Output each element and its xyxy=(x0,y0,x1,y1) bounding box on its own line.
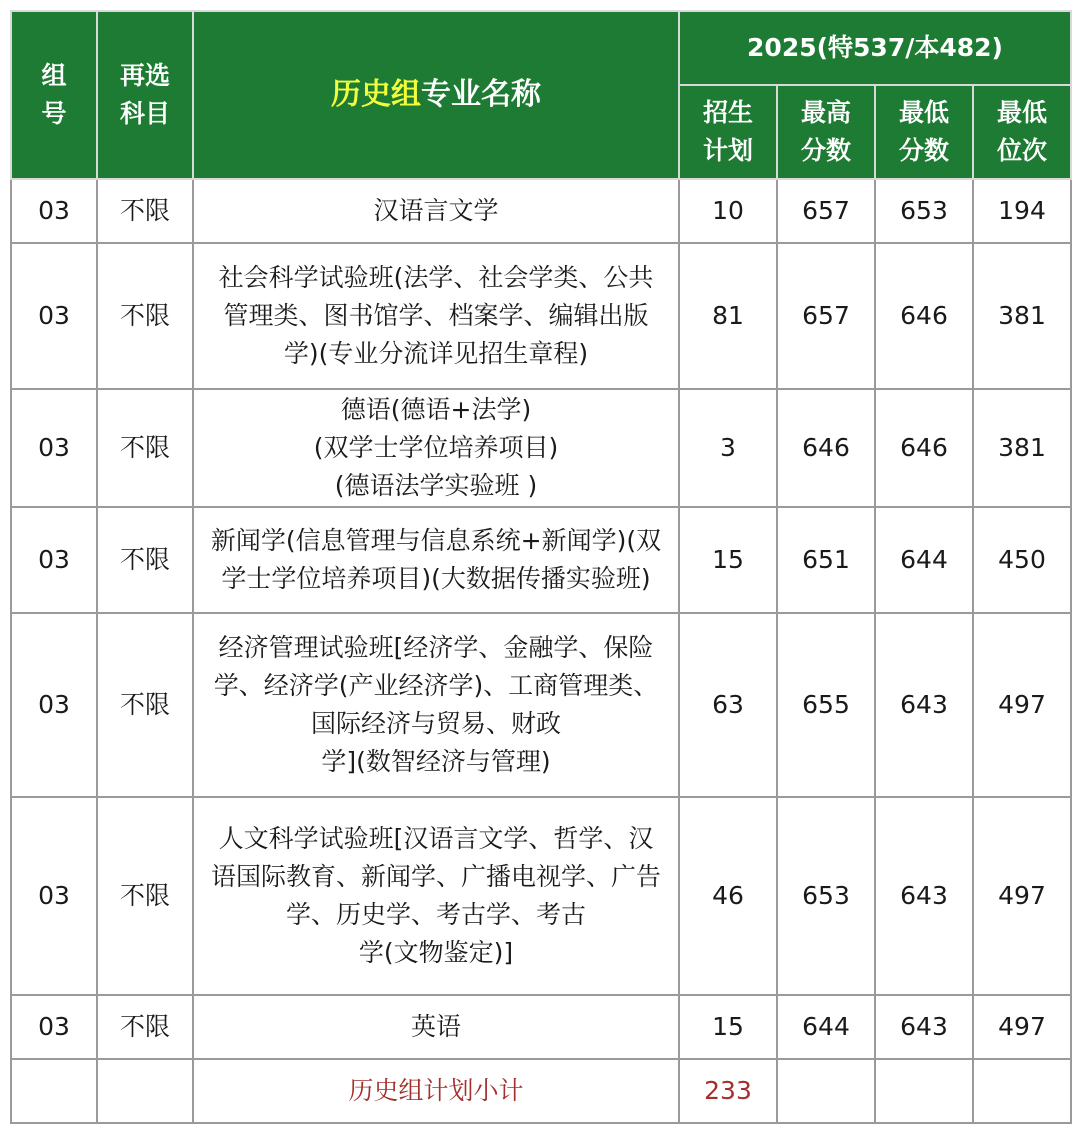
table-row xyxy=(11,995,1071,1059)
subtotal-label: 历史组计划小计 xyxy=(193,1059,679,1123)
cell-empty xyxy=(875,1059,973,1123)
cell-major: 新闻学(信息管理与信息系统+新闻学)(双 学士学位培养项目)(大数据传播实验班) xyxy=(193,507,679,613)
header-reselect-subject: 再选 科目 xyxy=(97,11,193,179)
admissions-table xyxy=(10,10,1072,1124)
cell-min-rank: 497 xyxy=(973,613,1071,797)
cell-max-score: 655 xyxy=(777,613,875,797)
cell-empty xyxy=(777,1059,875,1123)
cell-max-score: 644 xyxy=(777,995,875,1059)
cell-max-score: 657 xyxy=(777,243,875,389)
cell-max-score: 651 xyxy=(777,507,875,613)
cell-subject: 不限 xyxy=(97,995,193,1059)
cell-max-score: 646 xyxy=(777,389,875,507)
table-row xyxy=(11,179,1071,243)
cell-plan: 63 xyxy=(679,613,777,797)
cell-major: 社会科学试验班(法学、社会学类、公共 管理类、图书馆学、档案学、编辑出版 学)(专业分流详见招生章程) xyxy=(193,243,679,389)
cell-min-rank: 450 xyxy=(973,507,1071,613)
table-body xyxy=(11,179,1071,1123)
header-min-score: 最低 分数 xyxy=(875,85,973,179)
header-major-name-text: 专业名称 xyxy=(421,77,541,112)
cell-plan: 46 xyxy=(679,797,777,995)
cell-subject: 不限 xyxy=(97,507,193,613)
cell-min-rank: 497 xyxy=(973,797,1071,995)
cell-min-score: 646 xyxy=(875,243,973,389)
cell-group: 03 xyxy=(11,389,97,507)
cell-subject: 不限 xyxy=(97,179,193,243)
cell-plan: 81 xyxy=(679,243,777,389)
cell-subject: 不限 xyxy=(97,243,193,389)
header-highlight: 历史组 xyxy=(331,77,421,112)
table-row xyxy=(11,797,1071,995)
cell-plan: 3 xyxy=(679,389,777,507)
table-row xyxy=(11,389,1071,507)
cell-group: 03 xyxy=(11,613,97,797)
cell-min-score: 644 xyxy=(875,507,973,613)
cell-plan: 10 xyxy=(679,179,777,243)
table-header xyxy=(11,11,1071,179)
header-plan: 招生 计划 xyxy=(679,85,777,179)
cell-max-score: 653 xyxy=(777,797,875,995)
cell-subject: 不限 xyxy=(97,613,193,797)
table-row xyxy=(11,243,1071,389)
cell-empty xyxy=(97,1059,193,1123)
table-row xyxy=(11,507,1071,613)
cell-group: 03 xyxy=(11,243,97,389)
cell-min-rank: 194 xyxy=(973,179,1071,243)
cell-group: 03 xyxy=(11,179,97,243)
header-min-rank: 最低 位次 xyxy=(973,85,1071,179)
cell-plan: 15 xyxy=(679,507,777,613)
cell-empty xyxy=(973,1059,1071,1123)
header-major-name xyxy=(193,11,679,179)
cell-subject: 不限 xyxy=(97,797,193,995)
cell-min-rank: 381 xyxy=(973,389,1071,507)
cell-min-score: 653 xyxy=(875,179,973,243)
cell-group: 03 xyxy=(11,507,97,613)
subtotal-row xyxy=(11,1059,1071,1123)
cell-min-rank: 381 xyxy=(973,243,1071,389)
cell-min-score: 646 xyxy=(875,389,973,507)
cell-plan: 15 xyxy=(679,995,777,1059)
subtotal-plan: 233 xyxy=(679,1059,777,1123)
header-year: 2025(特537/本482) xyxy=(679,11,1071,85)
cell-major: 德语(德语+法学) (双学士学位培养项目) (德语法学实验班 ) xyxy=(193,389,679,507)
cell-major: 汉语言文学 xyxy=(193,179,679,243)
cell-min-rank: 497 xyxy=(973,995,1071,1059)
cell-group: 03 xyxy=(11,995,97,1059)
cell-group: 03 xyxy=(11,797,97,995)
cell-min-score: 643 xyxy=(875,995,973,1059)
cell-min-score: 643 xyxy=(875,613,973,797)
cell-empty xyxy=(11,1059,97,1123)
header-group-no: 组 号 xyxy=(11,11,97,179)
cell-subject: 不限 xyxy=(97,389,193,507)
table-row xyxy=(11,613,1071,797)
cell-min-score: 643 xyxy=(875,797,973,995)
cell-major: 人文科学试验班[汉语言文学、哲学、汉 语国际教育、新闻学、广播电视学、广告 学、历史学、考古学、考古 学(文物鉴定)] xyxy=(193,797,679,995)
cell-max-score: 657 xyxy=(777,179,875,243)
header-max-score: 最高 分数 xyxy=(777,85,875,179)
cell-major: 经济管理试验班[经济学、金融学、保险 学、经济学(产业经济学)、工商管理类、 国际经济与贸易、财政 学](数智经济与管理) xyxy=(193,613,679,797)
cell-major: 英语 xyxy=(193,995,679,1059)
